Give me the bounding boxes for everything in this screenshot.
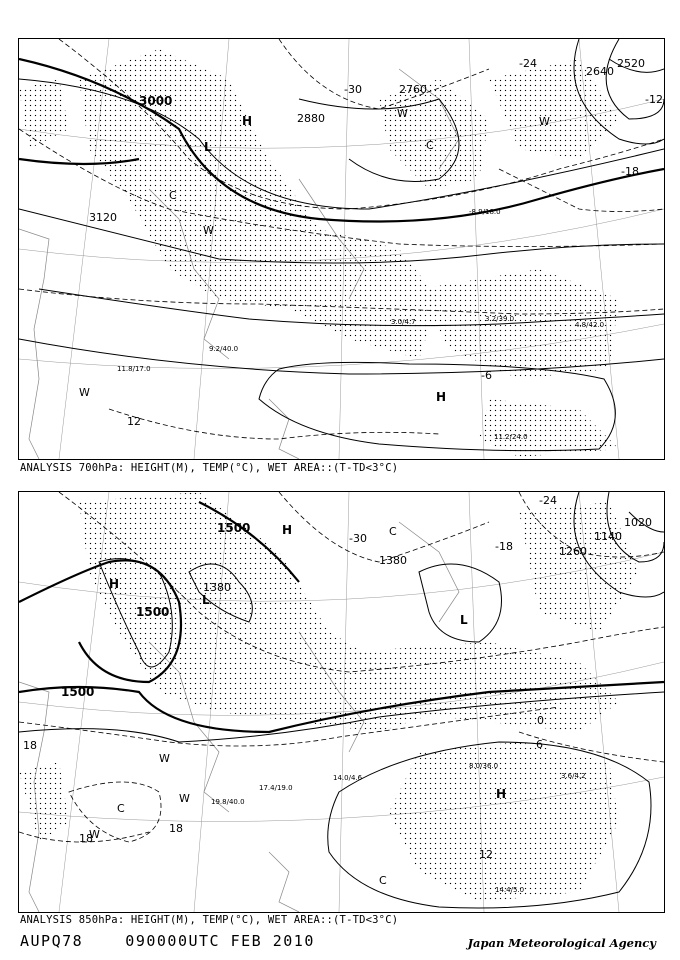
height-label: 2760 xyxy=(399,83,427,96)
height-label: 3120 xyxy=(89,211,117,224)
height-label: 1260 xyxy=(559,545,587,558)
temp-label: 0 xyxy=(537,714,544,727)
low-pressure-center: L xyxy=(204,140,212,154)
high-pressure-center: H xyxy=(109,577,120,591)
temp-label: -6 xyxy=(481,369,492,382)
low-pressure-center: L xyxy=(460,613,468,627)
cold-mark: C xyxy=(426,139,434,152)
station-obs: 11.2/24.0 xyxy=(494,433,528,441)
temp-label: -24 xyxy=(519,57,537,70)
high-pressure-center: H xyxy=(436,390,447,404)
cold-mark: C xyxy=(379,874,387,887)
warm-mark: W xyxy=(159,752,170,765)
height-label: 3000 xyxy=(139,94,173,108)
height-label: 2880 xyxy=(297,112,325,125)
station-obs: 14.0/4.6 xyxy=(333,774,363,782)
caption-850hpa: ANALYSIS 850hPa: HEIGHT(M), TEMP(°C), WET AREA::(T-TD<3°C) xyxy=(20,914,399,926)
height-label: 2520 xyxy=(617,57,645,70)
station-obs: 11.8/17.0 xyxy=(117,365,151,373)
temp-label: -18 xyxy=(495,540,513,553)
temp-label: -30 xyxy=(349,532,367,545)
temp-label: 18 xyxy=(79,832,93,845)
cold-mark: C xyxy=(117,802,125,815)
map-700hpa xyxy=(19,39,664,459)
height-label: 1140 xyxy=(594,530,622,543)
chart-code-and-time: AUPQ78 090000UTC FEB 2010 xyxy=(20,932,315,950)
high-pressure-center: H xyxy=(496,787,507,801)
height-label: 2640 xyxy=(586,65,614,78)
caption-700hpa: ANALYSIS 700hPa: HEIGHT(M), TEMP(°C), WET AREA::(T-TD<3°C) xyxy=(20,462,399,474)
chart-panel-850hpa xyxy=(18,491,665,913)
station-obs: 17.4/19.0 xyxy=(259,784,293,792)
temp-label: -24 xyxy=(539,494,557,507)
warm-mark: W xyxy=(89,828,100,841)
station-obs: 8.0/36.0 xyxy=(469,762,499,770)
temp-label: -18 xyxy=(621,165,639,178)
temp-label: -30 xyxy=(344,83,362,96)
height-label: 1380 xyxy=(379,554,407,567)
cold-mark: C xyxy=(389,525,397,538)
warm-mark: W xyxy=(179,792,190,805)
station-obs: 3.2/39.0 xyxy=(485,315,515,323)
wet-area xyxy=(19,492,639,902)
agency-name: Japan Meteorological Agency xyxy=(467,936,656,950)
temp-label: 18 xyxy=(23,739,37,752)
warm-mark: W xyxy=(397,107,408,120)
temp-label: 12 xyxy=(479,848,493,861)
map-850hpa xyxy=(19,492,664,912)
station-obs: 9.2/40.0 xyxy=(209,345,239,353)
temp-label: 12 xyxy=(127,415,141,428)
chart-panel-700hpa xyxy=(18,38,665,460)
wet-area xyxy=(19,49,619,457)
warm-mark: W xyxy=(539,115,550,128)
station-obs: 3.6/4.2 xyxy=(561,772,586,780)
height-label: 1500 xyxy=(217,521,251,535)
height-label: 1020 xyxy=(624,516,652,529)
warm-mark: W xyxy=(79,386,90,399)
low-pressure-center: L xyxy=(202,593,210,607)
temp-label: 18 xyxy=(169,822,183,835)
station-obs: 19.8/40.0 xyxy=(211,798,245,806)
station-obs: 14.4/5.0 xyxy=(495,886,525,894)
station-obs: 4.8/42.0 xyxy=(575,321,605,329)
station-obs: -8.9/18.0 xyxy=(469,208,501,216)
temp-label: -12 xyxy=(645,93,663,106)
cold-mark: C xyxy=(169,189,177,202)
warm-mark: W xyxy=(203,224,214,237)
height-label: 1500 xyxy=(61,685,95,699)
high-pressure-center: H xyxy=(282,523,293,537)
height-label: 1500 xyxy=(136,605,170,619)
height-label: 1380 xyxy=(203,581,231,594)
temp-label: 6 xyxy=(536,738,543,751)
station-obs: 3.0/4.7 xyxy=(391,318,416,326)
high-pressure-center: H xyxy=(242,114,253,128)
